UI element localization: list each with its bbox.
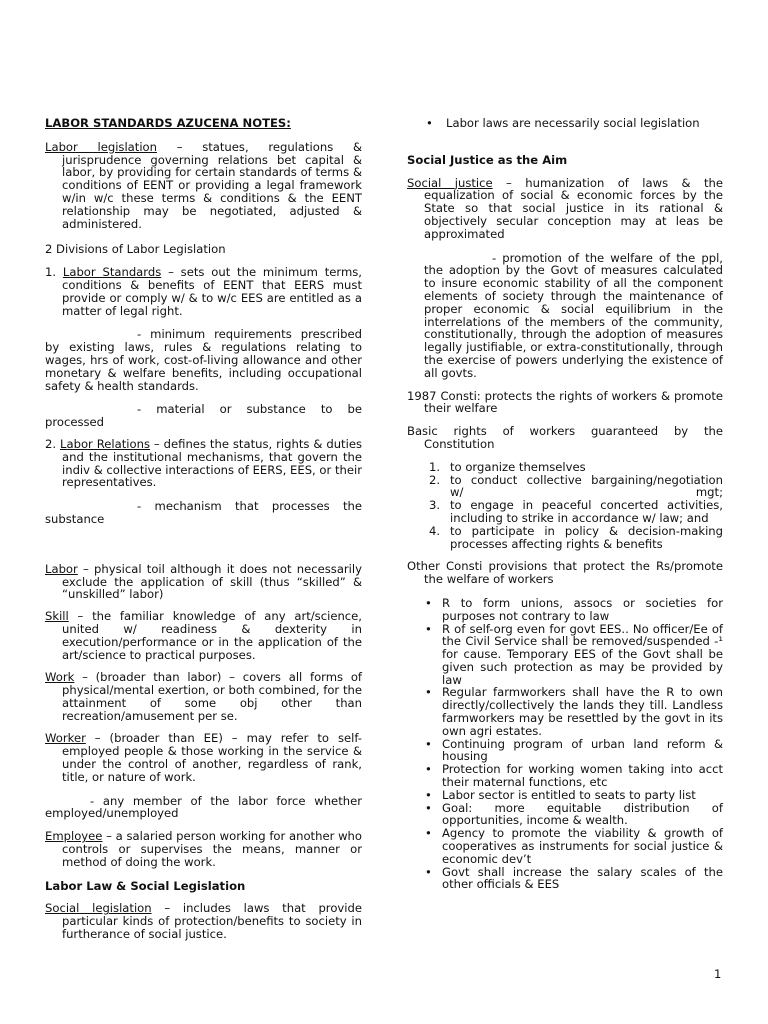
bullet-icon: • — [425, 762, 432, 777]
right-column — [407, 117, 723, 891]
list-item — [424, 866, 723, 892]
other-provisions-list — [407, 597, 723, 891]
bullet-icon: • — [425, 787, 432, 802]
list-text: Labor sector is entitled to seats to party list — [442, 787, 696, 802]
bullet-text: Labor laws are necessarily social legislation — [446, 116, 700, 130]
definition-text: – (broader than labor) – covers all forms of physical/mental exertion, or both combined, for the attainment of some obj other than recreation/amusement per se. — [62, 670, 362, 723]
bullet-icon: • — [426, 116, 433, 130]
labor-relations-def — [45, 438, 362, 489]
labor-relations-sub1: - mechanism that processes the substance — [45, 499, 362, 526]
definition-text: – the familiar knowledge of any art/science, united w/ readiness & dexterity in execution/performance or in the application of the art/science to practical purposes. — [62, 609, 362, 662]
employee-text: – a salaried person working for another who controls or supervises the means, manner or method of doing the work. — [62, 829, 362, 869]
labor-law-heading: Labor Law & Social Legislation — [45, 878, 246, 893]
definition-text: – (broader than EE) – may refer to self-employed people & those working in the service & under the control of another, regardless of rank, title, or nature of work. — [62, 731, 362, 784]
list-text: to conduct collective bargaining/negotiation w/ mgt; — [450, 472, 723, 500]
definition-text: – physical toil although it does not necessarily exclude the application of skill (thus “skilled” & “unskilled” labor) — [62, 561, 362, 602]
list-text: R of self-org even for govt EES.. No officer/Ee of the Civil Service shall be removed/suspended ‐¹ for cause. Temporary EES of the Govt shall be given such protection as may be provided by law — [442, 621, 723, 687]
definition-term: Worker — [45, 731, 86, 746]
list-item — [424, 623, 723, 687]
labor-standards-num: 1. — [45, 265, 63, 280]
labor-legislation-term: Labor legislation — [45, 139, 157, 154]
list-text: to engage in peaceful concerted activities, including to strike in accordance w/ law; and — [450, 498, 723, 525]
social-legislation-text: – includes laws that provide particular kinds of protection/benefits to society in furtherance of social justice. — [62, 901, 362, 942]
list-number: 4. — [429, 523, 441, 538]
social-legislation-term: Social legislation — [45, 901, 152, 916]
definition-work — [45, 671, 362, 722]
divisions-heading: 2 Divisions of Labor Legislation — [45, 242, 226, 257]
bullet-icon: • — [425, 595, 432, 610]
labor-legislation-text: – statues, regulations & jurisprudence governing relations bet capital & labor, by providing for certain standards of terms & conditions of EENT or providing a legal framework w/in w/c these terms & conditions & the EENT relationship may be negotiated, adjusted & administered. — [62, 139, 362, 231]
definition-term: Work — [45, 670, 75, 685]
labor-standards-sub1: - minimum requirements prescribed by existing laws, rules & regulations relating to wages, hrs of work, cost-of-living allowance and other monetary & welfare benefits, including occupational safety & health standards. — [45, 327, 362, 393]
labor-relations-num: 2. — [45, 436, 61, 451]
list-text: to organize themselves — [450, 459, 586, 474]
bullet-icon: • — [425, 736, 432, 751]
list-item — [424, 763, 723, 789]
left-column — [45, 117, 362, 941]
list-item — [424, 738, 723, 764]
list-item — [424, 686, 723, 737]
list-text: to participate in policy & decision-making processes affecting rights & benefits — [450, 523, 723, 551]
bullet-icon: • — [425, 826, 432, 841]
employee-term: Employee — [45, 829, 103, 844]
document-title: LABOR STANDARDS AZUCENA NOTES: — [45, 116, 291, 130]
list-text: Regular farmworkers shall have the R to own directly/collectively the lands they till. Landless farmworkers may be resettled by the govt in its own agri estates. — [442, 685, 723, 738]
list-text: Agency to promote the viability & growth of cooperatives as instruments for social justice & economic dev’t — [442, 826, 723, 866]
definition-term: Skill — [45, 609, 69, 624]
top-bullet-list — [407, 117, 723, 130]
list-number: 1. — [429, 459, 441, 474]
list-text: Protection for working women taking into acct their maternal functions, etc — [442, 762, 723, 790]
labor-standards-term: Labor Standards — [62, 265, 162, 280]
basic-rights-heading: Basic rights of workers guaranteed by the Constitution — [407, 424, 723, 451]
social-justice-sub1: - promotion of the welfare of the ppl, the adoption by the Govt of measures calculated to insure economic stability of all the component elements of society through the maintenance of proper economic & social equilibrium in the interrelations of the members of the community, constitutionally, through the adoption of measures legally justifiable, or extra-constitutionally, through the exercise of powers underlying the existence of all govts. — [424, 250, 723, 380]
list-text: Goal: more equitable distribution of opportunities, income & wealth. — [442, 800, 723, 828]
definition-worker — [45, 732, 362, 783]
page-number: 1 — [714, 967, 722, 981]
bullet-icon: • — [425, 621, 432, 636]
social-justice-text: – humanization of laws & the equalization of social & economic forces by the State so that social justice in its rational & objectively secular conception may at leas be approximated — [424, 175, 723, 241]
list-item — [424, 597, 723, 623]
bullet-icon: • — [425, 800, 432, 815]
list-item — [424, 802, 723, 828]
definition-social-legislation — [45, 902, 362, 940]
list-number: 3. — [429, 498, 441, 513]
list-item — [407, 117, 723, 130]
list-number: 2. — [429, 472, 441, 487]
list-item — [407, 499, 723, 525]
definition-skill — [45, 610, 362, 661]
labor-standards-sub2: - material or substance to be processed — [45, 402, 362, 430]
list-text: R to form unions, assocs or societies for purposes not contrary to law — [442, 595, 723, 623]
labor-relations-term: Labor Relations — [60, 436, 150, 451]
basic-rights-list — [407, 461, 723, 551]
list-text: Govt shall increase the salary scales of the other officials & EES — [442, 864, 723, 892]
worker-sub: - any member of the labor force whether employed/unemployed — [45, 793, 362, 821]
labor-legislation-def — [45, 141, 362, 231]
list-item — [424, 827, 723, 865]
definition-term: Labor — [45, 561, 78, 576]
list-item — [407, 474, 723, 500]
social-justice-def — [407, 177, 723, 241]
consti-1987: 1987 Consti: protects the rights of workers & promote their welfare — [407, 388, 723, 416]
list-text: Continuing program of urban land reform & housing — [442, 736, 723, 764]
labor-standards-def — [45, 266, 362, 317]
list-item — [407, 525, 723, 551]
other-consti-heading: Other Consti provisions that protect the Rs/promote the welfare of workers — [407, 559, 723, 587]
social-justice-heading: Social Justice as the Aim — [407, 152, 568, 167]
labor-relations-text: – defines the status, rights & duties and the institutional mechanisms, that govern the indiv & collective interactions of EERS, EES, or their representatives. — [62, 436, 362, 490]
bullet-icon: • — [425, 685, 432, 700]
labor-standards-text: – sets out the minimum terms, conditions & benefits of EENT that EERS must provide or comply w/ & to w/c EES are entitled as a matter of legal right. — [62, 265, 362, 318]
bullet-icon: • — [425, 864, 432, 879]
definition-employee — [45, 830, 362, 868]
definition-labor — [45, 563, 362, 601]
social-justice-term: Social justice — [407, 175, 493, 190]
